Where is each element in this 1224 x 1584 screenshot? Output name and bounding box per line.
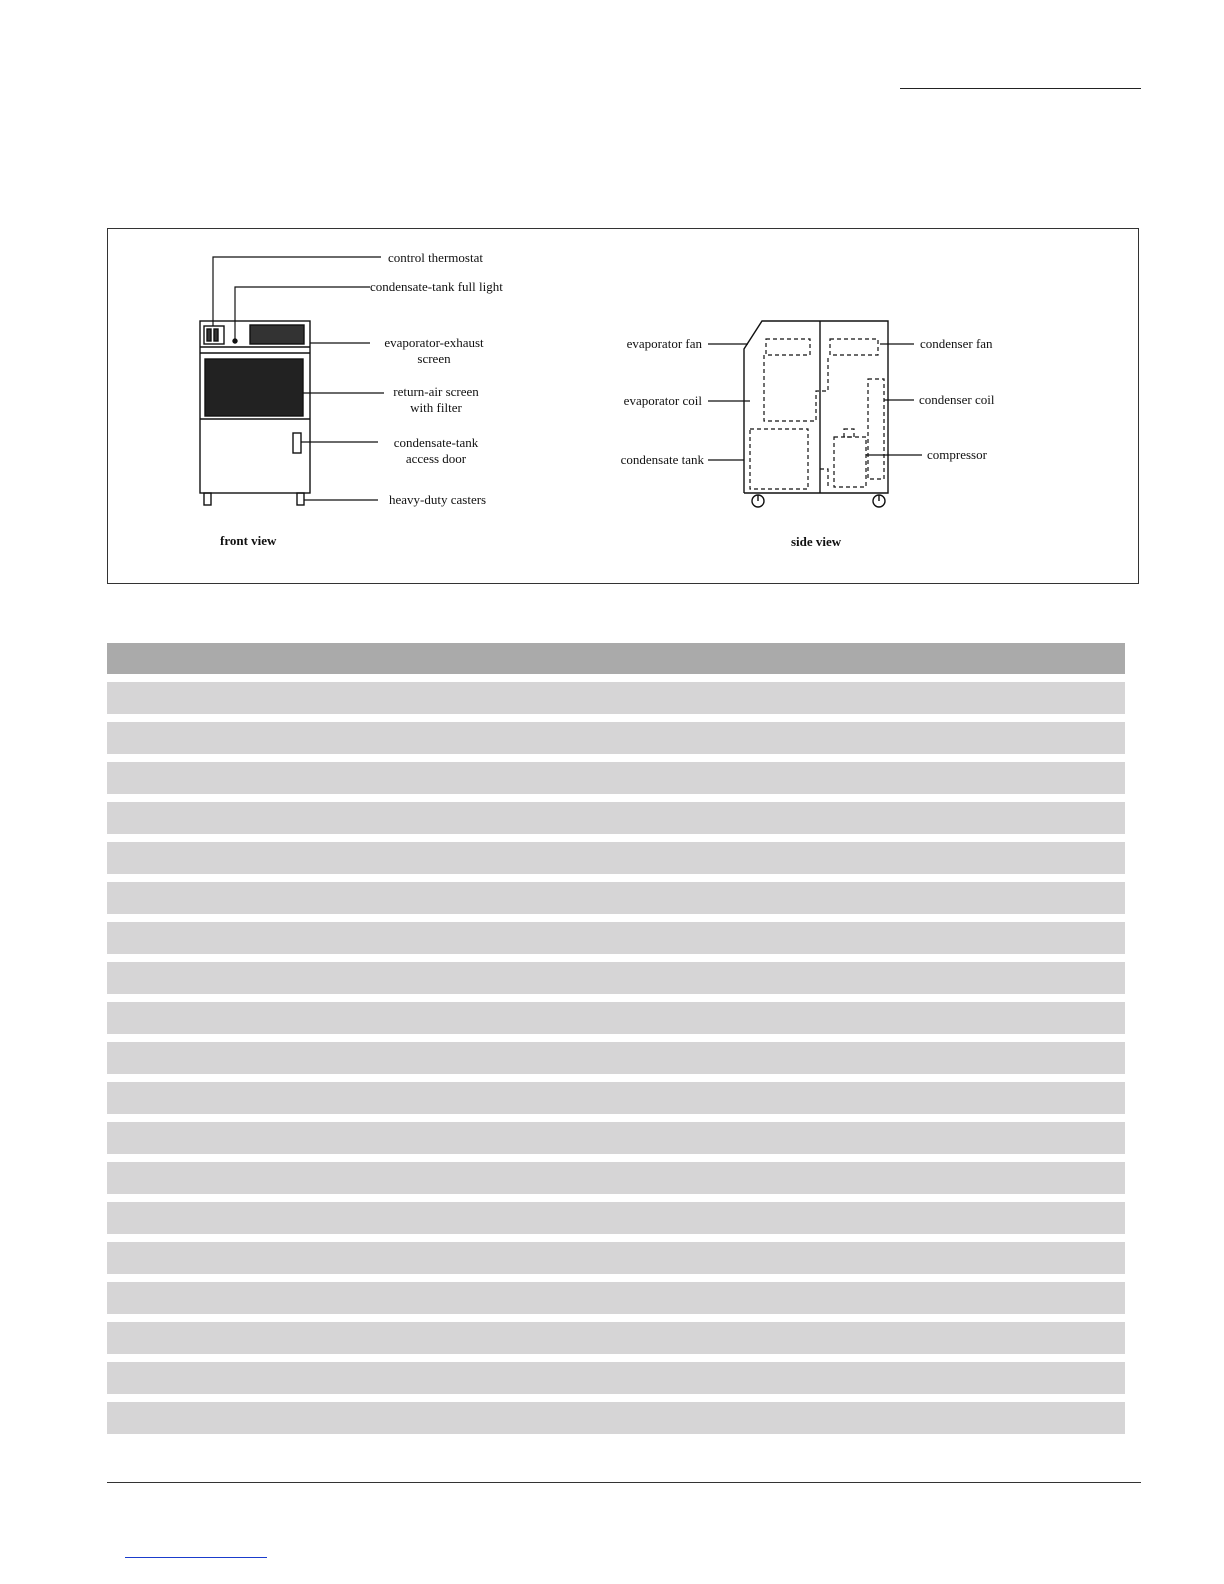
front-view-drawing	[200, 321, 310, 505]
label-condenser-coil: condenser coil	[919, 392, 995, 407]
table-row	[107, 722, 1125, 754]
label-heavy-duty-casters: heavy-duty casters	[389, 492, 487, 507]
caption-front-view: front view	[220, 533, 277, 548]
table-row	[107, 922, 1125, 954]
header-rule	[900, 88, 1141, 89]
label-condensate-tank-full-light: condensate-tank full light	[370, 279, 503, 294]
caption-side-view: side view	[791, 534, 842, 549]
table-row	[107, 1002, 1125, 1034]
table-row	[107, 1202, 1125, 1234]
label-condensate-tank: condensate tank	[620, 452, 704, 467]
label-control-thermostat: control thermostat	[388, 250, 483, 265]
table-header	[107, 643, 1125, 674]
table-row	[107, 1082, 1125, 1114]
label-return-air-screen-line1: return-air screen	[393, 384, 479, 399]
table-body	[107, 682, 1125, 1434]
table-row	[107, 1242, 1125, 1274]
table-row	[107, 1122, 1125, 1154]
label-condensate-tank-access-door-line1: condensate-tank	[393, 435, 479, 450]
table-row	[107, 762, 1125, 794]
table-row	[107, 1282, 1125, 1314]
footer-rule	[107, 1482, 1141, 1483]
label-evaporator-coil: evaporator coil	[623, 393, 702, 408]
table-row	[107, 682, 1125, 714]
table-row	[107, 1162, 1125, 1194]
spec-table	[107, 643, 1125, 1434]
table-row	[107, 1322, 1125, 1354]
table-row	[107, 1362, 1125, 1394]
table-row	[107, 802, 1125, 834]
label-compressor: compressor	[927, 447, 987, 462]
table-row	[107, 1042, 1125, 1074]
table-row	[107, 1402, 1125, 1434]
figure-panel	[107, 228, 1139, 584]
footer-link-underline[interactable]	[125, 1557, 267, 1558]
label-return-air-screen-line2: with filter	[410, 400, 462, 415]
table-row	[107, 842, 1125, 874]
label-condensate-tank-access-door-line2: access door	[405, 451, 467, 466]
unit-diagram	[108, 229, 1140, 585]
table-row	[107, 962, 1125, 994]
table-row	[107, 882, 1125, 914]
label-evaporator-exhaust-screen-line2: screen	[417, 351, 451, 366]
side-view-drawing	[744, 321, 888, 507]
label-evaporator-fan: evaporator fan	[626, 336, 702, 351]
label-condenser-fan: condenser fan	[920, 336, 993, 351]
label-evaporator-exhaust-screen-line1: evaporator-exhaust	[384, 335, 484, 350]
